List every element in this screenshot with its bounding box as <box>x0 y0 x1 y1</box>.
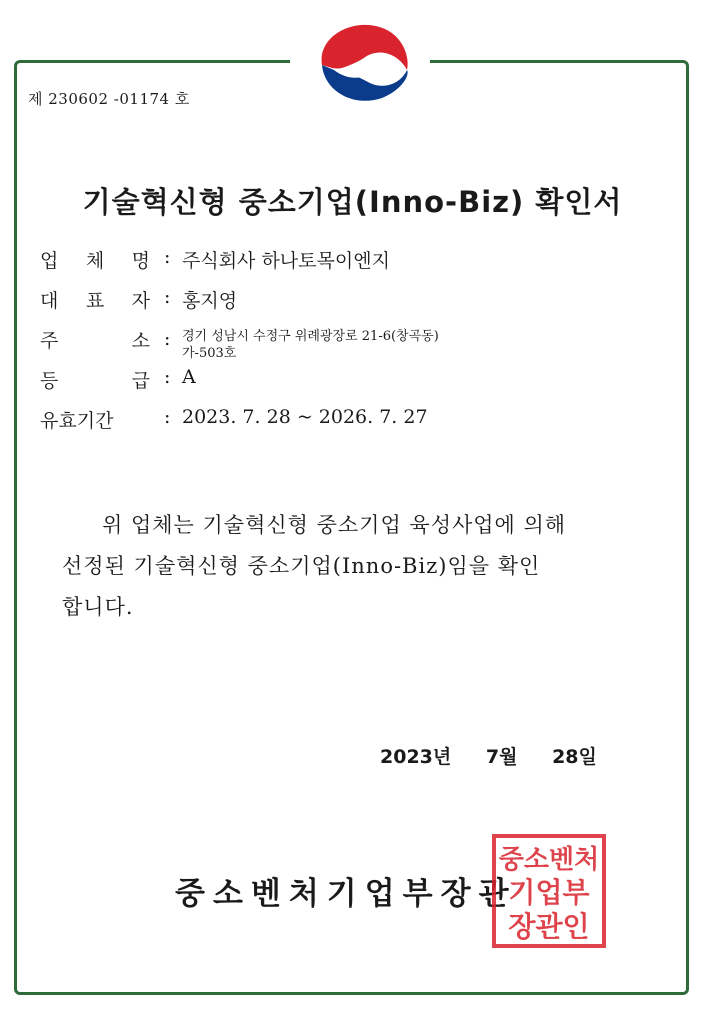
label-company-name: 업 체 명 <box>40 250 150 272</box>
document-title: 기술혁신형 중소기업(Inno-Biz) 확인서 <box>82 185 623 219</box>
info-row-representative: 대 표 자 : 홍지영 <box>40 286 238 312</box>
validity-period: 2023. 7. 28 ~ 2026. 7. 27 <box>182 406 428 428</box>
svg-text:중소벤처: 중소벤처 <box>498 845 600 875</box>
address: 경기 성남시 수정구 위례광장로 21-6(창곡동) 가-503호 <box>182 329 439 361</box>
government-emblem <box>290 0 430 110</box>
representative-name: 홍지영 <box>182 290 238 312</box>
label-address: 주 소 <box>40 330 150 352</box>
certification-statement: 위 업체는 기술혁신형 중소기업 육성사업에 의해 선정된 기술혁신형 중소기업(Inno-Biz)임을 확인 합니다. <box>62 513 567 619</box>
issue-day: 28일 <box>552 746 597 768</box>
issuer-name: 중소벤처기업부장관 <box>175 876 517 912</box>
certificate-number: 제 230602 -01174 호 <box>28 90 190 108</box>
info-row-company: 업 체 명 : 주식회사 하나토목이엔지 <box>40 246 390 272</box>
grade: A <box>182 366 196 388</box>
label-representative: 대 표 자 <box>40 290 150 312</box>
svg-text:장관인: 장관인 <box>508 910 590 943</box>
issue-date <box>380 742 625 769</box>
label-validity: 유 효 기 간 <box>40 410 114 432</box>
info-row-grade: 등 급 : A <box>40 366 196 392</box>
company-name: 주식회사 하나토목이엔지 <box>182 250 390 272</box>
issue-month: 7월 <box>485 746 518 768</box>
label-grade: 등 급 <box>40 370 150 392</box>
official-seal-icon <box>490 832 608 950</box>
issue-year: 2023년 <box>380 746 452 768</box>
svg-text:기업부: 기업부 <box>508 876 590 909</box>
info-row-validity: 유 효 기 간 : 2023. 7. 28 ~ 2026. 7. 27 <box>40 406 428 432</box>
info-row-address: 주 소 : 경기 성남시 수정구 위례광장로 21-6(창곡동) 가-503호 <box>40 328 439 361</box>
company-info <box>40 246 660 446</box>
taegeuk-emblem-icon <box>302 10 417 110</box>
